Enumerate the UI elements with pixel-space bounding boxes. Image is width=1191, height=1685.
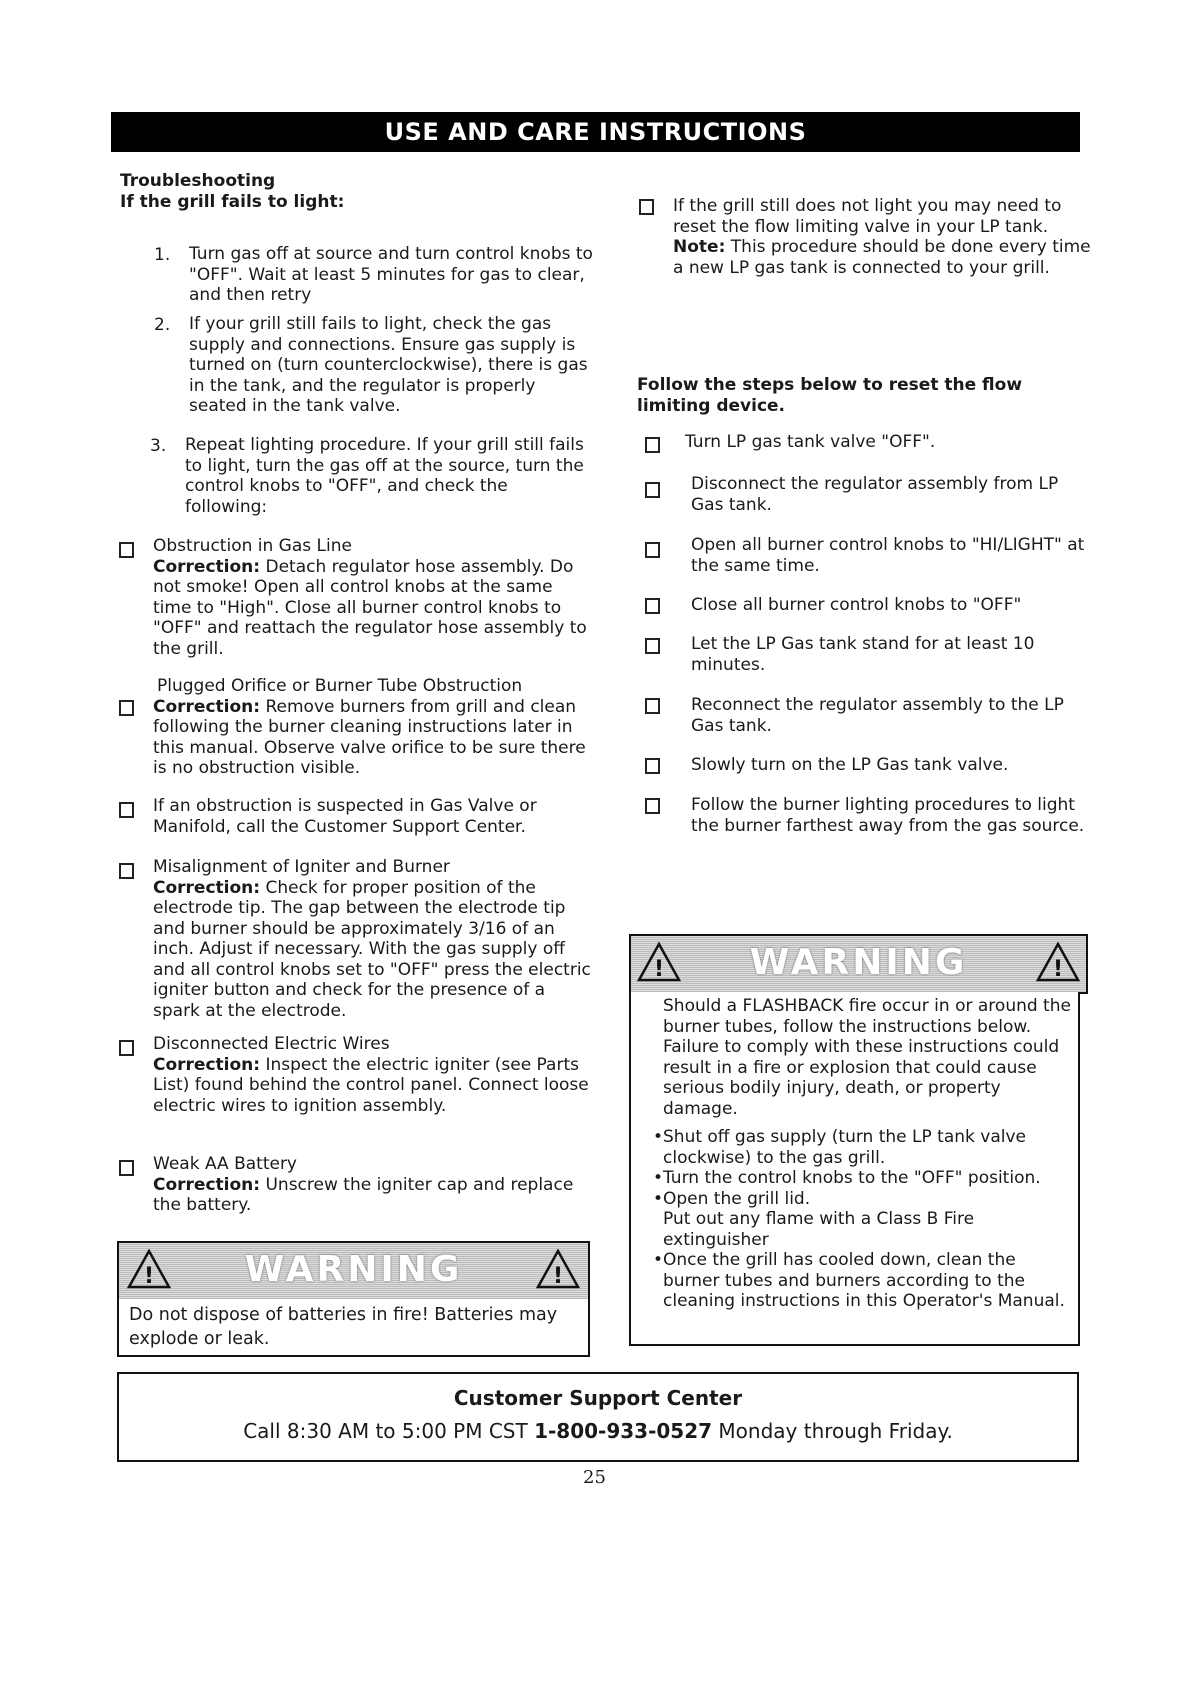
note-text: This procedure should be done every time a new LP gas tank is connected to your grill. [673, 237, 1091, 278]
reset-step: Close all burner control knobs to "OFF" [691, 595, 1022, 615]
step-number: 3. [150, 436, 167, 456]
check-item [153, 676, 593, 779]
checkbox[interactable] [645, 798, 660, 814]
checkbox[interactable] [119, 700, 134, 716]
step-text: Turn gas off at source and turn control knobs to "OFF". Wait at least 5 minutes for gas to clear, and then retry [189, 244, 593, 305]
reset-step: Turn LP gas tank valve "OFF". [685, 432, 936, 452]
checkbox[interactable] [645, 598, 660, 614]
troubleshooting-heading: Troubleshooting [120, 171, 276, 191]
checkbox[interactable] [645, 638, 660, 654]
list-item: • Open the grill lid. Put out any flame with a Class B Fire extinguisher [653, 1188, 975, 1250]
warning-triangle-icon [637, 942, 681, 982]
correction-label: Correction: [153, 696, 261, 717]
check-item [153, 1154, 593, 1216]
flashback-text: Should a FLASHBACK fire occur in or around the burner tubes, follow the instructions below. Failure to comply with these instructions could result in a fire or explosion that could cause serious bodily injury, death, or property damage. [663, 996, 1071, 1119]
svg-text:!: ! [653, 957, 665, 982]
checkbox[interactable] [639, 199, 654, 215]
flow-valve-intro [673, 196, 1093, 278]
warning-title: WARNING [244, 1249, 463, 1290]
fails-to-light-subheading: If the grill fails to light: [120, 192, 345, 212]
check-item-text: If an obstruction is suspected in Gas Valve or Manifold, call the Customer Support Center. [153, 796, 537, 837]
list-item: • Shut off gas supply (turn the LP tank valve clockwise) to the gas grill. [653, 1127, 1026, 1168]
reset-step: Slowly turn on the LP Gas tank valve. [691, 755, 1009, 775]
checkbox[interactable] [119, 542, 134, 558]
reset-step: Let the LP Gas tank stand for at least 10 minutes. [691, 634, 1035, 675]
page-header: USE AND CARE INSTRUCTIONS [111, 112, 1080, 152]
correction-text: Check for proper position of the electrode tip. The gap between the electrode tip and burner should be approximately 3/16 of an inch. Adjust if necessary. With the gas supply off and all control knobs set to "OFF" press the electric igniter button and check for the presence of a spark at the electrode. [153, 877, 591, 1021]
step-number: 1. [154, 245, 171, 265]
checkbox[interactable] [645, 437, 660, 453]
svg-text:!: ! [552, 1264, 564, 1289]
svg-text:!: ! [1052, 957, 1064, 982]
checkbox[interactable] [645, 482, 660, 498]
reset-step: Reconnect the regulator assembly to the LP Gas tank. [691, 695, 1064, 736]
support-box [117, 1372, 1079, 1462]
check-title: Misalignment of Igniter and Burner [153, 857, 450, 877]
step-text: Repeat lighting procedure. If your grill still fails to light, turn the gas off at the source, turn the control knobs to "OFF", and check the following: [185, 435, 584, 517]
correction-label: Correction: [153, 1054, 261, 1075]
warning-body: Do not dispose of batteries in fire! Batteries may explode or leak. [117, 1299, 590, 1357]
checkbox[interactable] [645, 542, 660, 558]
support-phone: 1-800-933-0527 [534, 1419, 713, 1443]
svg-text:!: ! [143, 1264, 155, 1289]
warning-banner [117, 1241, 590, 1301]
flashback-steps [653, 1127, 1072, 1312]
note-label: Note: [673, 237, 726, 257]
warning-body [629, 992, 1080, 1346]
step-text: If your grill still fails to light, check the gas supply and connections. Ensure gas supply is turned on (turn counterclockwise), there is gas in the tank, and the regulator is properly seated in the tank valve. [189, 314, 588, 416]
checkbox[interactable] [119, 1040, 134, 1056]
correction-text: Unscrew the igniter cap and replace the battery. [153, 1174, 574, 1215]
warning-banner [629, 934, 1088, 994]
warning-triangle-icon [536, 1249, 580, 1289]
checkbox[interactable] [645, 758, 660, 774]
check-item [153, 1034, 593, 1116]
checkbox[interactable] [119, 802, 134, 818]
check-item [153, 857, 593, 1021]
reset-step: Follow the burner lighting procedures to light the burner farthest away from the gas source. [691, 795, 1085, 836]
list-item: • Turn the control knobs to the "OFF" position. [653, 1168, 1041, 1188]
check-item [153, 536, 593, 659]
check-title: Disconnected Electric Wires [153, 1034, 390, 1054]
correction-label: Correction: [153, 877, 261, 898]
support-title: Customer Support Center [453, 1386, 743, 1410]
support-hours: Call 8:30 AM to 5:00 PM CST 1-800-933-0527 Monday through Friday. [243, 1419, 953, 1443]
correction-label: Correction: [153, 1174, 261, 1195]
correction-text: Inspect the electric igniter (see Parts List) found behind the control panel. Connect loose electric wires to ignition assembly. [153, 1054, 589, 1116]
checkbox[interactable] [119, 863, 134, 879]
reset-step: Open all burner control knobs to "HI/LIGHT" at the same time. [691, 535, 1085, 576]
correction-text: Remove burners from grill and clean following the burner cleaning instructions later in this manual. Observe valve orifice to be sure there is no obstruction visible. [153, 696, 586, 778]
check-title: Plugged Orifice or Burner Tube Obstruction [157, 676, 523, 696]
check-title: Obstruction in Gas Line [153, 536, 352, 556]
checkbox[interactable] [645, 698, 660, 714]
intro-text: If the grill still does not light you may need to reset the flow limiting valve in your LP tank. [673, 196, 1062, 237]
reset-heading: Follow the steps below to reset the flow limiting device. [637, 375, 1023, 416]
warning-title: WARNING [749, 942, 968, 983]
check-title: Weak AA Battery [153, 1154, 297, 1174]
step-number: 2. [154, 315, 171, 335]
warning-triangle-icon [127, 1249, 171, 1289]
checkbox[interactable] [119, 1160, 134, 1176]
page-number: 25 [583, 1467, 606, 1488]
correction-text: Detach regulator hose assembly. Do not smoke! Open all control knobs at the same time to "High". Close all burner control knobs to "OFF" and reattach the regulator hose assembly to the grill. [153, 556, 587, 659]
list-item: • Once the grill has cooled down, clean the burner tubes and burners according to the cleaning instructions in this Operator's Manual. [653, 1250, 1065, 1311]
warning-triangle-icon [1036, 942, 1080, 982]
reset-step: Disconnect the regulator assembly from LP Gas tank. [691, 474, 1059, 515]
correction-label: Correction: [153, 556, 261, 577]
